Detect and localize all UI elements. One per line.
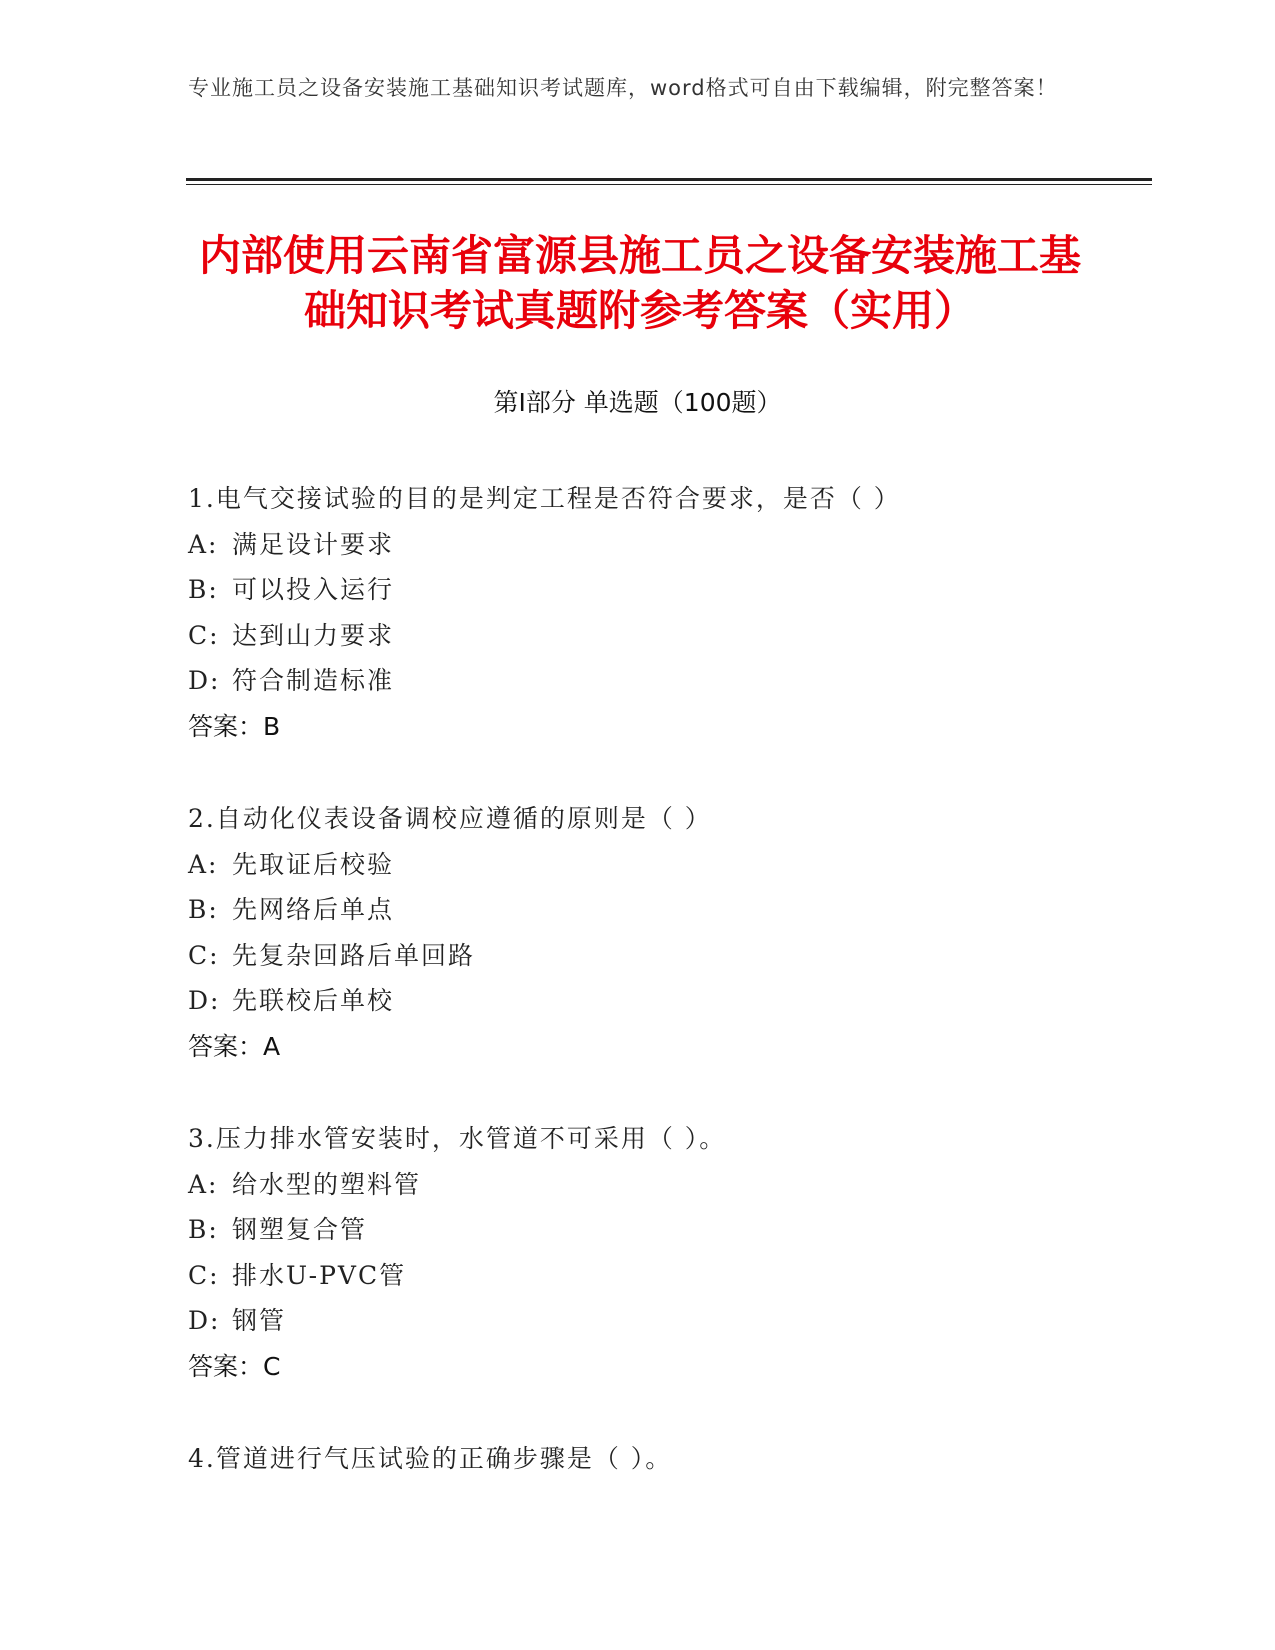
option-text: 满足设计要求 (232, 529, 395, 559)
option-letter: B: (188, 575, 219, 604)
option-text: 可以投入运行 (232, 575, 395, 604)
option-b (188, 567, 1128, 613)
option-letter: C: (188, 1260, 220, 1290)
answer-line: 答案：B (188, 711, 281, 741)
header-divider-thick (186, 178, 1152, 181)
section-title: 第Ⅰ部分 单选题（100题） (493, 388, 782, 417)
option-letter: D: (188, 986, 221, 1015)
option-d (188, 658, 1128, 704)
option-c (188, 613, 1128, 659)
option-a (188, 522, 1128, 568)
option-text: 先网络后单点 (232, 895, 395, 924)
option-letter: A: (188, 529, 219, 559)
question-3 (188, 1116, 1128, 1389)
question-2 (188, 796, 1128, 1069)
option-letter: D: (188, 1306, 221, 1335)
option-text: 先取证后校验 (232, 849, 395, 879)
question-stem: 2.自动化仪表设备调校应遵循的原则是（ ） (188, 804, 712, 833)
option-text: 符合制造标准 (232, 666, 395, 695)
option-a (188, 1162, 1128, 1208)
option-b (188, 887, 1128, 933)
option-letter: A: (188, 1169, 219, 1199)
option-text: 先联校后单校 (232, 986, 395, 1015)
question-1 (188, 476, 1128, 749)
question-4 (188, 1436, 1128, 1482)
option-letter: D: (188, 666, 221, 695)
option-letter: C: (188, 940, 220, 970)
option-c (188, 1253, 1128, 1299)
option-text: 给水型的塑料管 (232, 1169, 422, 1199)
option-text: 达到山力要求 (232, 620, 395, 650)
option-letter: C: (188, 620, 220, 650)
question-list (188, 476, 1128, 1482)
question-stem: 4.管道进行气压试验的正确步骤是（ ）。 (188, 1444, 673, 1473)
option-letter: B: (188, 895, 219, 924)
document-title: 内部使用云南省富源县施工员之设备安装施工基础知识考试真题附参考答案（实用） (198, 231, 1081, 335)
header-divider-thin (186, 184, 1152, 185)
option-text: 先复杂回路后单回路 (232, 940, 476, 970)
question-stem: 3.压力排水管安装时，水管道不可采用（ ）。 (188, 1124, 727, 1153)
option-d (188, 1298, 1128, 1344)
question-stem: 1.电气交接试验的目的是判定工程是否符合要求，是否（ ） (188, 484, 901, 513)
option-a (188, 842, 1128, 888)
answer-line: 答案：C (188, 1351, 281, 1381)
answer-line: 答案：A (188, 1031, 281, 1061)
option-b (188, 1207, 1128, 1253)
option-letter: A: (188, 849, 219, 879)
option-text: 钢管 (232, 1306, 287, 1335)
option-text: 排水U-PVC管 (232, 1260, 407, 1290)
header-note: 专业施工员之设备安装施工基础知识考试题库，word格式可自由下载编辑，附完整答案！ (188, 76, 1058, 100)
option-letter: B: (188, 1215, 219, 1244)
option-text: 钢塑复合管 (232, 1215, 368, 1244)
option-c (188, 933, 1128, 979)
option-d (188, 978, 1128, 1024)
